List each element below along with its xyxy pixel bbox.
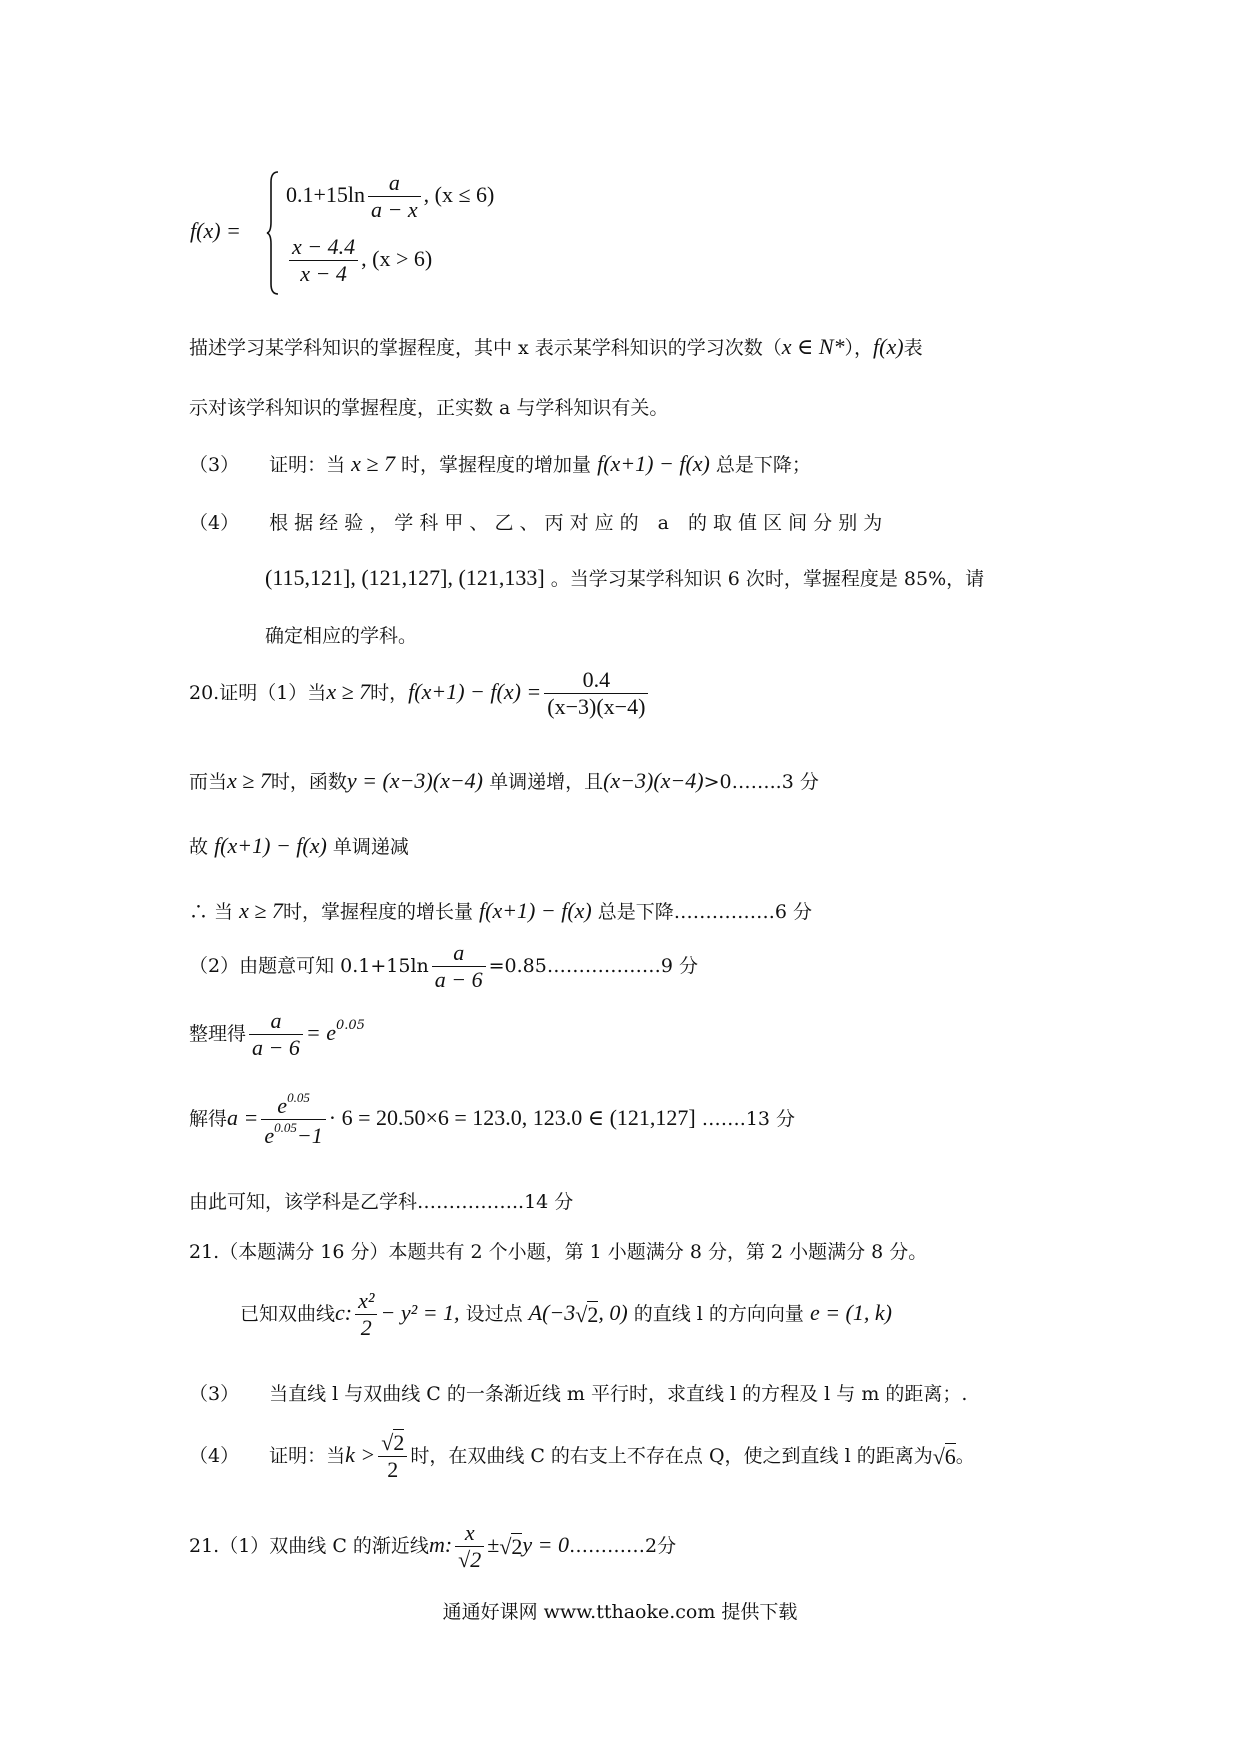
piecewise-case-2: $\frac{x - 4.4}{x - 4}$ , (x > 6)	[286, 234, 432, 288]
solution-20-line-7: 解得a = $\frac{e^{0.05}}{e^{0.05}-1}$ · 6 = 20.50×6 = 123.0, 123.0 ∈ (121,127] …….13 分	[189, 1090, 796, 1149]
solution-21-line-1: 21.（1）双曲线 C 的渐近线m: $\frac{x}{√2}$ ±√2y = 0…………2分	[189, 1520, 677, 1573]
question-21-header: 21.（本题满分 16 分）本题共有 2 个小题，第 1 小题满分 8 分，第 2 小题满分 8 分。	[189, 1241, 928, 1263]
question-item-4-cont2: 确定相应的学科。	[265, 625, 418, 647]
fraction: $\frac{\text{x²}}{2}$	[355, 1288, 377, 1342]
intro-line-1: 描述学习某学科知识的掌握程度，其中 x 表示某学科知识的学习次数（x ∈ N*），f(x)表	[189, 334, 923, 359]
fraction: $\frac{a}{a - 6}$	[249, 1008, 303, 1062]
sqrt: √6	[932, 1443, 956, 1469]
fraction: $\frac{a}{a - 6}$	[432, 940, 486, 994]
fraction: $\frac{√2}{2}$	[378, 1430, 407, 1484]
fraction: $\frac{a}{a - x}$	[368, 170, 421, 224]
solution-20-line-6: 整理得 $\frac{a}{a - 6}$ = $e^{0.05}$	[189, 1008, 365, 1061]
page-footer: 通通好课网 www.tthaoke.com 提供下载	[442, 1601, 798, 1623]
solution-20-line-8: 由此可知，该学科是乙学科……………..14 分	[189, 1191, 574, 1213]
piecewise-function	[190, 170, 690, 300]
fraction: $\frac{e^{0.05}}{e^{0.05}-1}$	[261, 1090, 325, 1150]
fraction: $\frac{0.4}{(x-3)(x-4)}$	[544, 667, 648, 721]
sqrt: √2	[575, 1301, 599, 1327]
question-item-4-cont: (115,121], (121,127], (121,133] 。当学习某学科知识 6 次时，掌握程度是 85%，请	[265, 565, 985, 590]
fraction: $\frac{x - 4.4}{x - 4}$	[289, 234, 358, 288]
question-21-item-3: （3） 当直线 l 与双曲线 C 的一条渐近线 m 平行时，求直线 l 的方程及 l 与 m 的距离；.	[189, 1383, 968, 1405]
solution-20-line-3: 故 f(x+1) − f(x) 单调递减	[189, 833, 409, 858]
question-21-given: 已知双曲线c: $\frac{\text{x²}}{2}$ − y² = 1, 设过点 A(−3√2, 0) 的直线 l 的方向向量 e = (1, k)	[240, 1288, 892, 1341]
sqrt: √2	[499, 1533, 523, 1559]
question-item-4: （4） 根 据 经 验 ， 学 科 甲 、 乙 、 丙 对 应 的 a 的 取 值 区 间 分 别 为	[189, 512, 883, 534]
piecewise-case-1: 0.1+15ln $\frac{a}{a - x}$ , (x ≤ 6)	[286, 170, 495, 223]
intro-line-2: 示对该学科知识的掌握程度，正实数 a 与学科知识有关。	[189, 397, 669, 419]
fraction: $\frac{x}{√2}$	[455, 1520, 484, 1574]
solution-20-line-2: 而当x ≥ 7时，函数y = (x−3)(x−4) 单调递增，且(x−3)(x−4)>0……..3 分	[189, 768, 819, 793]
question-item-3: （3） 证明：当 x ≥ 7 时，掌握程度的增加量 f(x+1) − f(x) 总是下降；	[189, 451, 811, 476]
left-brace	[266, 170, 280, 296]
solution-20-line-5: （2）由题意可知 0.1+15ln $\frac{a}{a - 6}$ =0.85………………9 分	[189, 940, 698, 993]
question-21-item-4: （4） 证明：当k > $\frac{√2}{2}$ 时，在双曲线 C 的右支上不存在点 Q，使之到直线 l 的距离为√6。	[189, 1430, 975, 1483]
solution-20-line-4: ∴ 当 x ≥ 7时，掌握程度的增长量 f(x+1) − f(x) 总是下降…………….6 分	[189, 898, 812, 923]
solution-20-line-1: 20.证明（1）当x ≥ 7时，f(x+1) − f(x) = $\frac{0.4}{(x-3)(x-4)}$	[189, 667, 651, 721]
piecewise-lhs: f(x) =	[190, 218, 241, 243]
